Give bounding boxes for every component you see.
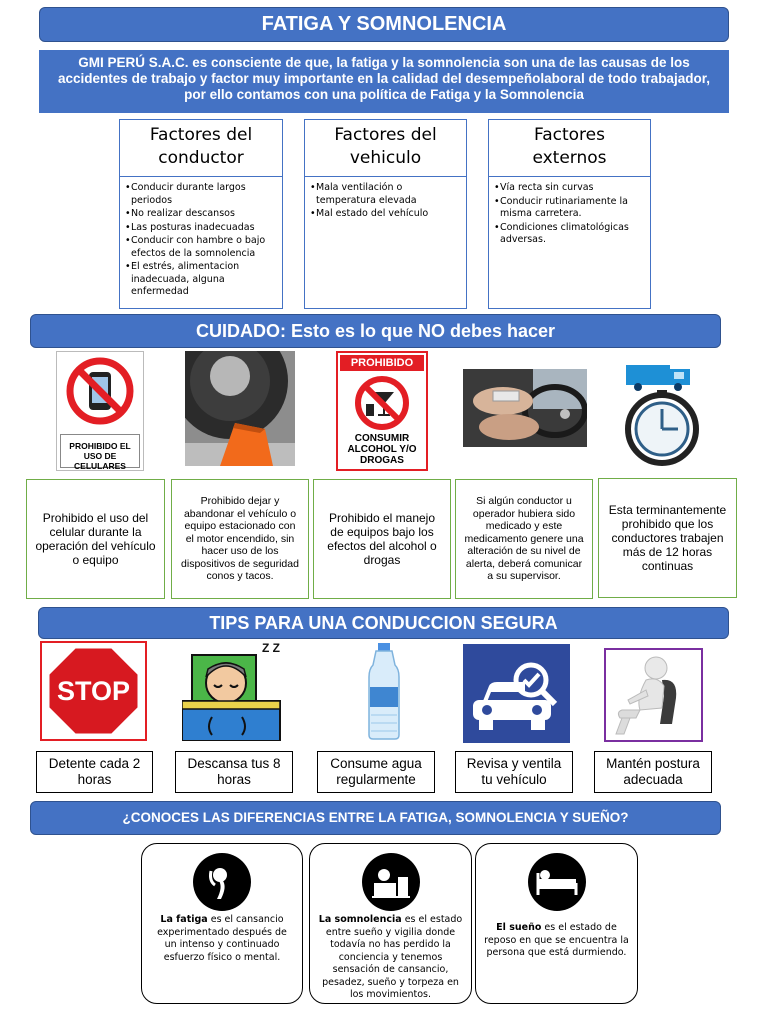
- no-phone-sign: [56, 351, 144, 471]
- warning-text: Si algún conductor u operador hubiera sido medicado y este medicamento genere una alteración de su nivel de alerta, deberá comunicar a su supervisor.: [464, 495, 584, 583]
- factor-title: [488, 119, 651, 177]
- definition-card-fatiga: [141, 843, 303, 1004]
- no-phone-icon: [57, 352, 143, 430]
- list-item-text: Vía recta sin curvas: [500, 182, 594, 193]
- factor-title: [304, 119, 467, 177]
- list-item: [310, 208, 462, 221]
- list-item: [310, 182, 462, 207]
- truck-clock-image: [612, 351, 712, 469]
- no-alcohol-sign-text: CONSUMIR ALCOHOL Y/O DROGAS: [347, 433, 417, 466]
- warning-text: Prohibido dejar y abandonar el vehículo o equipo estacionado con el motor encendido, sin hacer uso de los dispositivos de seguridad conos y tacos.: [181, 495, 299, 583]
- factor-title-line: externos: [532, 148, 607, 168]
- sleep-image: [182, 641, 290, 741]
- water-bottle-icon: [359, 641, 409, 741]
- factor-vehiculo: [304, 119, 467, 309]
- sleep-zz: Z Z: [262, 641, 280, 655]
- bullet: •: [310, 208, 316, 219]
- list-item-text: Mala ventilación o temperatura elevada: [316, 182, 417, 206]
- bullet: •: [494, 195, 500, 207]
- bullet: •: [125, 235, 131, 246]
- list-item: [125, 235, 278, 260]
- tip-text: Revisa y ventila tu vehículo: [466, 756, 562, 787]
- factor-title-line: Factores: [534, 125, 605, 145]
- tip-card: [175, 751, 293, 793]
- tips-heading: TIPS PARA UNA CONDUCCION SEGURA: [38, 607, 729, 639]
- warning-card: [171, 479, 309, 599]
- definition-text: [318, 914, 463, 1002]
- definition-text: [150, 914, 294, 964]
- no-alcohol-sign-top: PROHIBIDO: [340, 355, 424, 371]
- tip-text: Consume agua regularmente: [330, 756, 422, 787]
- warning-text: Prohibido el manejo de equipos bajo los efectos del alcohol o drogas: [327, 511, 437, 567]
- posture-image: [604, 648, 703, 742]
- stop-sign-image: [40, 641, 147, 741]
- page-title: FATIGA Y SOMNOLENCIA: [39, 7, 729, 42]
- no-phone-sign-text: PROHIBIDO EL USO DE CELULARES: [60, 434, 140, 468]
- list-item: [494, 182, 646, 195]
- definition-text: [484, 922, 629, 960]
- bullet: •: [125, 261, 131, 272]
- factor-title-line: Factores del: [149, 125, 253, 145]
- tip-card: [594, 751, 712, 793]
- definition-body: es el cansancio experimentado después de un intenso y continuado esfuerzo físico o mental.: [157, 914, 287, 963]
- list-item: [125, 182, 278, 207]
- list-item: [125, 261, 278, 299]
- factor-list: [119, 177, 283, 309]
- list-item-text: El estrés, alimentacion inadecuada, alguna enfermedad: [131, 261, 240, 297]
- list-item: [125, 222, 278, 235]
- list-item-text: No realizar descansos: [131, 208, 235, 219]
- factor-list: [304, 177, 467, 309]
- list-item-text: Condiciones climatológicas adversas.: [500, 221, 629, 245]
- differences-heading: ¿CONOCES LAS DIFERENCIAS ENTRE LA FATIGA, SOMNOLENCIA Y SUEÑO?: [30, 801, 721, 835]
- bullet: •: [494, 221, 500, 233]
- clock-truck-icon: [612, 351, 712, 469]
- list-item: [494, 222, 646, 247]
- factor-conductor: [119, 119, 283, 309]
- list-item-text: Conducir con hambre o bajo efectos de la somnolencia: [131, 235, 266, 259]
- warning-heading: CUIDADO: Esto es lo que NO debes hacer: [30, 314, 721, 348]
- bullet: •: [125, 221, 131, 233]
- wheel-chock-image: [185, 351, 295, 466]
- tip-text: Mantén postura adecuada: [606, 756, 700, 787]
- warning-card: [26, 479, 165, 599]
- factor-title-line: Factores del: [334, 125, 437, 145]
- list-item-text: Conducir rutinariamente la misma carretera.: [500, 195, 628, 219]
- bullet: •: [494, 182, 500, 193]
- list-item-text: Conducir durante largos periodos: [131, 182, 246, 206]
- stop-text: STOP: [56, 676, 131, 706]
- fatigue-icon: [193, 853, 251, 911]
- no-alcohol-icon: [338, 374, 426, 432]
- seated-person-icon: [606, 650, 701, 740]
- car-check-image: [463, 644, 570, 743]
- bullet: •: [125, 182, 131, 193]
- list-item-text: Las posturas inadecuadas: [131, 221, 255, 233]
- definition-body: es el estado entre sueño y vigilia donde todavía no has perdido la conciencia y tenemos sensación de cansancio, pesadez, sueño y torpeza en los movimientos.: [322, 914, 463, 1000]
- tip-card: [455, 751, 573, 793]
- tip-text: Detente cada 2 horas: [48, 756, 141, 787]
- warning-card: [598, 478, 737, 598]
- factor-title-line: conductor: [158, 148, 244, 168]
- warning-card: [455, 479, 593, 599]
- definition-term: La somnolencia: [318, 914, 402, 925]
- factor-externos: [488, 119, 651, 309]
- car-check-icon: [463, 644, 570, 743]
- list-item: [494, 196, 646, 221]
- definition-term: El sueño: [496, 922, 542, 933]
- definition-card-sueno: [475, 843, 638, 1004]
- definition-term: La fatiga: [160, 914, 208, 925]
- driver-pills-image: [463, 369, 587, 447]
- warning-text: Esta terminantemente prohibido que los conductores trabajen más de 12 horas continuas: [608, 503, 727, 573]
- definition-body: es el estado de reposo en que se encuentra la persona que está durmiendo.: [484, 922, 629, 958]
- tip-text: Descansa tus 8 horas: [187, 756, 281, 787]
- wheel-chock-icon: [185, 351, 295, 466]
- no-alcohol-sign: [336, 351, 428, 471]
- definition-card-somnolencia: [309, 843, 472, 1004]
- tip-card: [36, 751, 153, 793]
- list-item: [125, 208, 278, 221]
- intro-text: GMI PERÚ S.A.C. es consciente de que, la fatiga y la somnolencia son una de las causas de los accidentes de trabajo y factor muy importante en la calidad del desempeñolaboral de todo trabajador, por ello contamos con una política de Fatiga y la Somnolencia: [39, 50, 729, 113]
- warning-card: [313, 479, 451, 599]
- driver-pills-icon: [463, 369, 587, 447]
- bullet: •: [310, 182, 316, 193]
- sleeping-bed-icon: [528, 853, 586, 911]
- factor-list: [488, 177, 651, 309]
- factor-title: [119, 119, 283, 177]
- factor-title-line: vehiculo: [349, 148, 422, 168]
- sleeping-person-icon: [182, 641, 290, 741]
- water-bottle-image: [359, 641, 409, 741]
- list-item-text: Mal estado del vehículo: [316, 208, 429, 219]
- drowsy-icon: [362, 853, 420, 911]
- bullet: •: [125, 208, 131, 219]
- tip-card: [317, 751, 435, 793]
- warning-text: Prohibido el uso del celular durante la operación del vehículo o equipo: [35, 511, 156, 567]
